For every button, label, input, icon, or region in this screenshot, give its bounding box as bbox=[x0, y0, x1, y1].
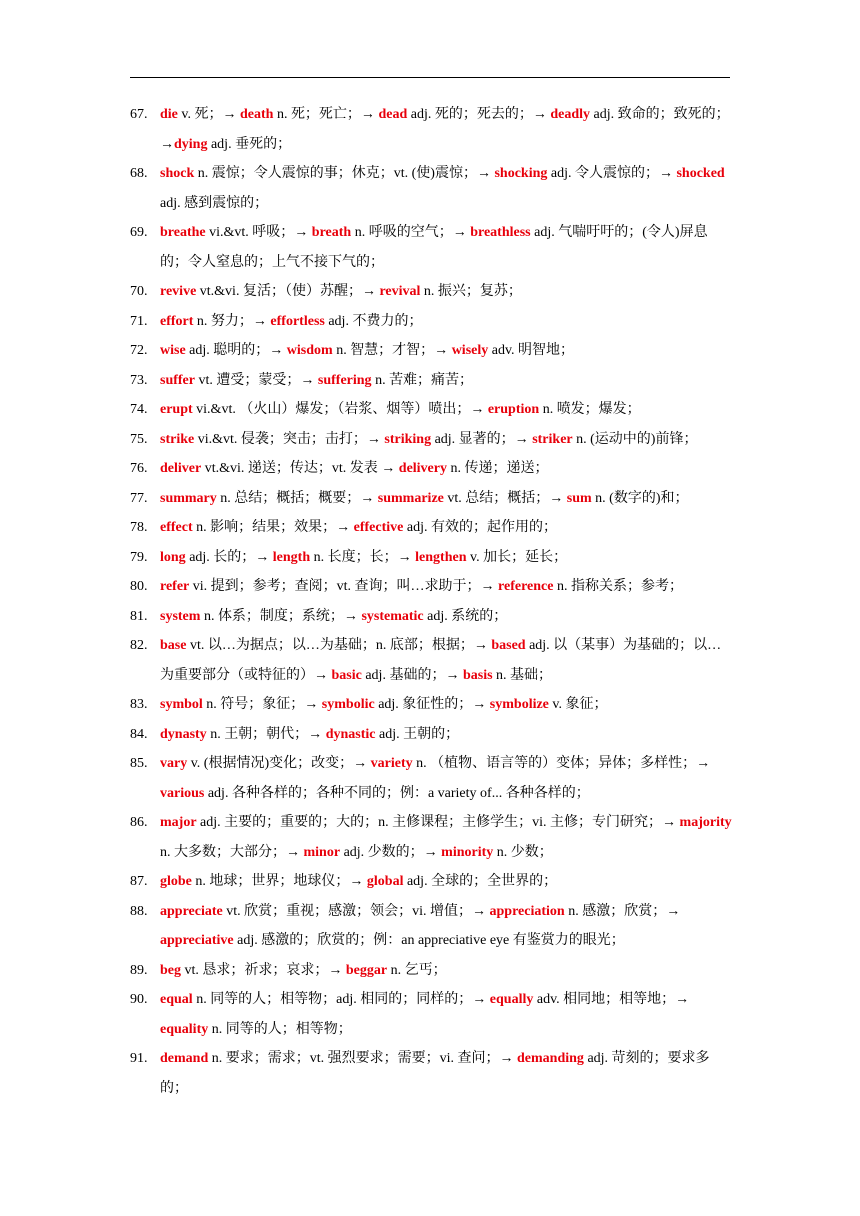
definition-text: n. 要求；需求；vt. 强烈要求；需要；vi. 查问；→ bbox=[208, 1051, 518, 1066]
vocab-entry bbox=[130, 867, 735, 897]
keyword: shock bbox=[160, 166, 195, 181]
definition-text: adj. 全球的；全世界的； bbox=[403, 874, 558, 889]
entry-number: 77. bbox=[130, 490, 148, 506]
entry-number: 79. bbox=[130, 549, 148, 565]
keyword: appreciation bbox=[489, 903, 565, 919]
keyword: sum bbox=[566, 490, 592, 506]
keyword: basis bbox=[462, 667, 493, 683]
definition-text: adj. 王朝的； bbox=[375, 726, 460, 742]
keyword: appreciative bbox=[160, 933, 234, 948]
entry-number: 90. bbox=[130, 992, 148, 1007]
keyword: base bbox=[160, 638, 187, 653]
vocab-entry bbox=[130, 454, 735, 484]
definition-text: n. 感激；欣赏；→ bbox=[564, 903, 681, 919]
definition-text: n. （植物、语言等的）变体；异体；多样性；→ bbox=[412, 756, 711, 771]
definition-text: adv. 明智地； bbox=[488, 343, 575, 358]
definition-text: adj. 少数的；→ bbox=[340, 844, 442, 860]
entry-number: 71. bbox=[130, 313, 148, 329]
definition-text: adj. 长的；→ bbox=[185, 549, 273, 565]
keyword: shocking bbox=[494, 166, 548, 181]
definition-text: adj. 基础的；→ bbox=[361, 667, 463, 683]
entry-number: 88. bbox=[130, 903, 148, 919]
keyword: majority bbox=[679, 815, 732, 830]
keyword: deliver bbox=[160, 461, 202, 476]
keyword: suffer bbox=[160, 372, 195, 388]
definition-text: adj. 感激的；欣赏的；例：an appreciative eye 有鉴赏力的眼光； bbox=[233, 933, 625, 948]
definition-text: adj. 主要的；重要的；大的；n. 主修课程；主修学生；vi. 主修；专门研究；→ bbox=[196, 815, 680, 830]
definition-text: adj. 各种各样的；各种不同的；例：a variety of... 各种各样的； bbox=[204, 785, 590, 801]
vocab-entry bbox=[130, 218, 735, 277]
keyword: breathless bbox=[470, 225, 531, 240]
keyword: summary bbox=[160, 490, 217, 506]
definition-text: adj. 致命的；致死的；→ bbox=[160, 107, 730, 152]
vocab-entry bbox=[130, 572, 735, 602]
keyword: beg bbox=[160, 962, 181, 978]
definition-text: n. 死；死亡；→ bbox=[273, 107, 379, 122]
keyword: striking bbox=[384, 431, 432, 447]
definition-text: adj. 垂死的； bbox=[207, 136, 292, 152]
entry-number: 91. bbox=[130, 1051, 148, 1066]
definition-text: v. 象征； bbox=[548, 697, 608, 712]
definition-text: adj. 感到震惊的； bbox=[160, 195, 269, 211]
vocab-entry bbox=[130, 336, 735, 366]
definition-text: v. 加长；延长； bbox=[466, 549, 568, 565]
vocab-entry bbox=[130, 395, 735, 425]
keyword: demanding bbox=[517, 1051, 584, 1066]
keyword: wisdom bbox=[286, 343, 333, 358]
keyword: dying bbox=[174, 136, 208, 152]
keyword: striker bbox=[532, 431, 573, 447]
entry-number: 80. bbox=[130, 579, 148, 594]
keyword: symbolic bbox=[321, 697, 375, 712]
keyword: minority bbox=[441, 844, 494, 860]
definition-text: adj. 令人震惊的；→ bbox=[547, 166, 677, 181]
vocab-entry bbox=[130, 159, 735, 218]
definition-text: adj. 聪明的；→ bbox=[185, 343, 287, 358]
keyword: equality bbox=[160, 1021, 209, 1037]
entry-number: 87. bbox=[130, 874, 148, 889]
keyword: globe bbox=[160, 874, 192, 889]
keyword: effort bbox=[160, 313, 194, 329]
keyword: erupt bbox=[160, 402, 193, 417]
definition-text: v. (根据情况)变化；改变；→ bbox=[187, 756, 371, 771]
definition-text: n. (运动中的)前锋； bbox=[572, 431, 698, 447]
definition-text: vt. 以…为据点；以…为基础；n. 底部；根据；→ bbox=[186, 638, 492, 653]
keyword: systematic bbox=[361, 608, 424, 624]
definition-text: n. 总结；概括；概要；→ bbox=[216, 490, 378, 506]
keyword: suffering bbox=[317, 372, 372, 388]
definition-text: adj. 气喘吁吁的；(令人)屏息的；令人窒息的；上气不接下气的； bbox=[160, 225, 708, 270]
definition-text: n. (数字的)和； bbox=[591, 490, 689, 506]
vocab-entry bbox=[130, 1044, 735, 1103]
keyword: lengthen bbox=[415, 549, 467, 565]
definition-text: n. 震惊；令人震惊的事；休克；vt. (使)震惊；→ bbox=[194, 166, 495, 181]
definition-text: adj. 象征性的；→ bbox=[374, 697, 490, 712]
keyword: dynastic bbox=[325, 726, 376, 742]
vocab-entry bbox=[130, 808, 735, 867]
entry-number: 70. bbox=[130, 284, 148, 299]
keyword: symbol bbox=[160, 697, 203, 712]
vocab-entry bbox=[130, 720, 735, 750]
definition-text: n. 基础； bbox=[492, 667, 553, 683]
definition-text: n. 喷发；爆发； bbox=[539, 402, 641, 417]
definition-text: v. 死；→ bbox=[177, 107, 240, 122]
keyword: revival bbox=[379, 284, 421, 299]
definition-text: n. 指称关系；参考； bbox=[553, 579, 683, 594]
keyword: based bbox=[491, 638, 526, 653]
keyword: revive bbox=[160, 284, 197, 299]
vocab-entry bbox=[130, 897, 735, 956]
definition-text: vi.&vt. 侵袭；突击；击打；→ bbox=[194, 431, 385, 447]
keyword: wisely bbox=[451, 343, 489, 358]
entry-number: 81. bbox=[130, 608, 148, 624]
definition-text: n. 王朝；朝代；→ bbox=[206, 726, 326, 742]
keyword: equal bbox=[160, 992, 193, 1007]
vocab-entry bbox=[130, 543, 735, 573]
keyword: effortless bbox=[270, 313, 325, 329]
definition-text: adv. 相同地；相等地；→ bbox=[533, 992, 690, 1007]
keyword: various bbox=[160, 785, 205, 801]
vocab-entry bbox=[130, 307, 735, 337]
header-rule bbox=[130, 77, 730, 78]
entry-number: 86. bbox=[130, 815, 148, 830]
keyword: major bbox=[160, 815, 197, 830]
vocab-entry bbox=[130, 690, 735, 720]
definition-text: adj. 显著的；→ bbox=[431, 431, 533, 447]
entry-number: 83. bbox=[130, 697, 148, 712]
definition-text: n. 振兴；复苏； bbox=[420, 284, 522, 299]
keyword: symbolize bbox=[489, 697, 549, 712]
keyword: delivery bbox=[398, 461, 447, 476]
vocab-entry bbox=[130, 513, 735, 543]
definition-text: n. 努力；→ bbox=[193, 313, 271, 329]
definition-text: adj. 死的；死去的；→ bbox=[407, 107, 551, 122]
vocab-entry bbox=[130, 366, 735, 396]
vocabulary-list bbox=[130, 100, 735, 1103]
vocab-entry bbox=[130, 985, 735, 1044]
keyword: effective bbox=[353, 520, 404, 535]
keyword: long bbox=[160, 549, 186, 565]
keyword: die bbox=[160, 107, 178, 122]
keyword: summarize bbox=[377, 490, 444, 506]
keyword: death bbox=[239, 107, 274, 122]
vocab-entry bbox=[130, 277, 735, 307]
keyword: deadly bbox=[550, 107, 591, 122]
definition-text: adj. 系统的； bbox=[423, 608, 508, 624]
definition-text: vt.&vi. 复活；（使）苏醒；→ bbox=[196, 284, 380, 299]
definition-text: n. 地球；世界；地球仪；→ bbox=[191, 874, 367, 889]
vocab-entry bbox=[130, 631, 735, 690]
keyword: wise bbox=[160, 343, 186, 358]
entry-number: 85. bbox=[130, 756, 148, 771]
entry-number: 89. bbox=[130, 962, 148, 978]
keyword: breath bbox=[311, 225, 352, 240]
keyword: beggar bbox=[345, 962, 388, 978]
entry-number: 72. bbox=[130, 343, 148, 358]
keyword: system bbox=[160, 608, 201, 624]
entry-number: 75. bbox=[130, 431, 148, 447]
keyword: refer bbox=[160, 579, 190, 594]
definition-text: n. 苦难；痛苦； bbox=[371, 372, 474, 388]
definition-text: vt. 欣赏；重视；感激；领会；vi. 增值；→ bbox=[222, 903, 490, 919]
definition-text: n. 符号；象征；→ bbox=[202, 697, 322, 712]
keyword: length bbox=[272, 549, 311, 565]
definition-text: vt. 遭受；蒙受；→ bbox=[195, 372, 318, 388]
definition-text: n. 影响；结果；效果；→ bbox=[192, 520, 354, 535]
entry-number: 78. bbox=[130, 520, 148, 535]
definition-text: adj. 以（某事）为基础的；以…为重要部分（或特征的）→ bbox=[160, 638, 722, 683]
definition-text: vt. 总结；概括；→ bbox=[443, 490, 567, 506]
definition-text: n. 呼吸的空气；→ bbox=[351, 225, 471, 240]
keyword: reference bbox=[498, 579, 554, 594]
keyword: dead bbox=[378, 107, 408, 122]
definition-text: vt. 恳求；祈求；哀求；→ bbox=[181, 962, 346, 978]
entry-number: 73. bbox=[130, 372, 148, 388]
keyword: appreciate bbox=[160, 903, 223, 919]
keyword: effect bbox=[160, 520, 193, 535]
definition-text: n. 同等的人；相等物；adj. 相同的；同样的；→ bbox=[192, 992, 490, 1007]
keyword: dynasty bbox=[160, 726, 207, 742]
keyword: minor bbox=[303, 844, 341, 860]
keyword: vary bbox=[160, 756, 188, 771]
entry-number: 76. bbox=[130, 461, 148, 476]
definition-text: vt.&vi. 递送；传达；vt. 发表 → bbox=[201, 461, 399, 476]
entry-number: 74. bbox=[130, 402, 148, 417]
entry-number: 67. bbox=[130, 107, 148, 122]
definition-text: adj. 有效的；起作用的； bbox=[403, 520, 557, 535]
definition-text: n. 体系；制度；系统；→ bbox=[200, 608, 362, 624]
definition-text: adj. 苛刻的；要求多的； bbox=[160, 1051, 710, 1096]
definition-text: adj. 不费力的； bbox=[324, 313, 423, 329]
definition-text: n. 传递；递送； bbox=[447, 461, 549, 476]
keyword: variety bbox=[370, 756, 413, 771]
keyword: basic bbox=[331, 667, 362, 683]
keyword: strike bbox=[160, 431, 195, 447]
vocab-entry bbox=[130, 484, 735, 514]
entry-number: 84. bbox=[130, 726, 148, 742]
definition-text: vi. 提到；参考；查阅；vt. 查询；叫…求助于；→ bbox=[189, 579, 499, 594]
keyword: breathe bbox=[160, 225, 206, 240]
entry-number: 82. bbox=[130, 638, 148, 653]
definition-text: n. 同等的人；相等物； bbox=[208, 1021, 352, 1037]
vocab-entry bbox=[130, 956, 735, 986]
keyword: demand bbox=[160, 1051, 209, 1066]
definition-text: vi.&vt. 呼吸；→ bbox=[205, 225, 312, 240]
vocab-entry bbox=[130, 749, 735, 808]
keyword: equally bbox=[489, 992, 534, 1007]
vocab-entry bbox=[130, 425, 735, 455]
keyword: shocked bbox=[676, 166, 725, 181]
keyword: eruption bbox=[487, 402, 540, 417]
vocab-entry bbox=[130, 602, 735, 632]
definition-text: vi.&vt. （火山）爆发；（岩浆、烟等）喷出；→ bbox=[192, 402, 488, 417]
definition-text: n. 少数； bbox=[493, 844, 553, 860]
entry-number: 69. bbox=[130, 225, 148, 240]
entry-number: 68. bbox=[130, 166, 148, 181]
vocab-entry bbox=[130, 100, 735, 159]
definition-text: n. 大多数；大部分；→ bbox=[160, 844, 304, 860]
definition-text: n. 智慧；才智；→ bbox=[332, 343, 452, 358]
keyword: global bbox=[366, 874, 404, 889]
definition-text: n. 乞丐； bbox=[387, 962, 447, 978]
definition-text: n. 长度；长；→ bbox=[310, 549, 416, 565]
